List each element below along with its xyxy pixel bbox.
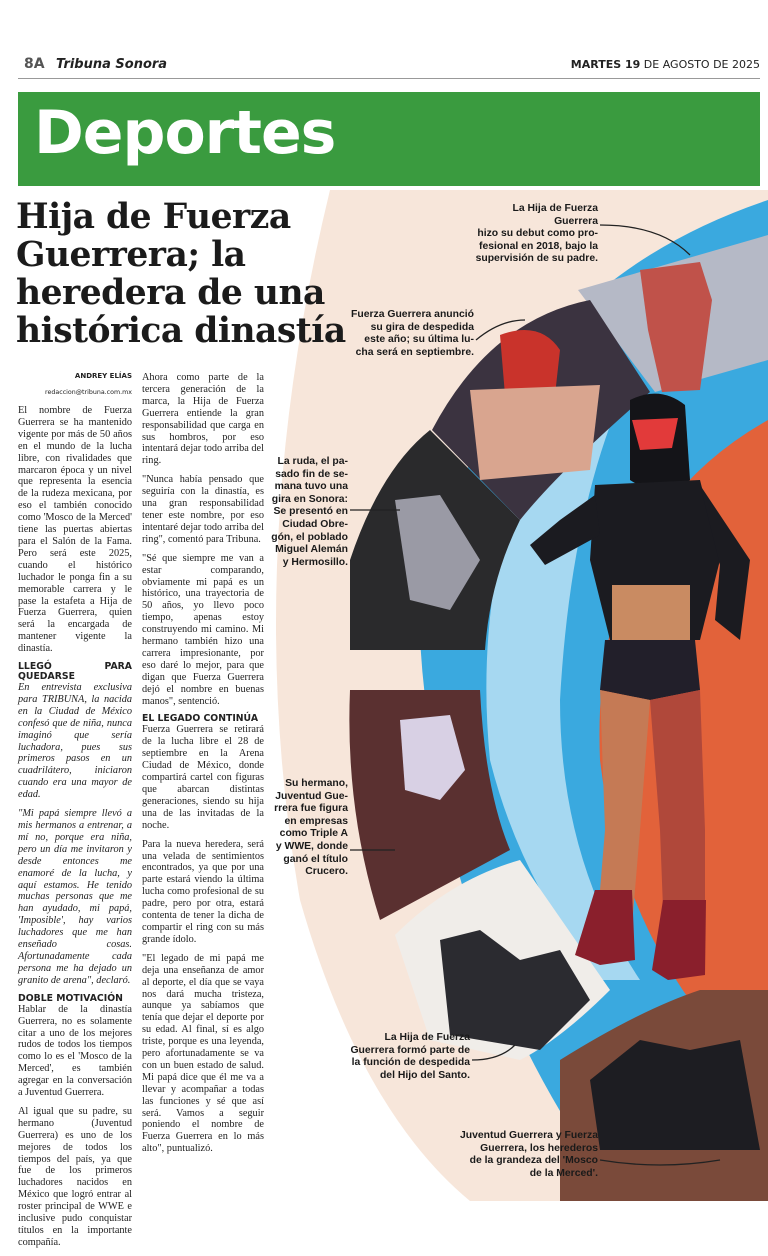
headline-line: Hija de Fuerza bbox=[16, 197, 291, 237]
date-rest: DE AGOSTO DE 2025 bbox=[643, 58, 760, 71]
paragraph: Hablar de la dinastía Guerrera, no es solamente citar a uno de los mejores rudos de todos los tiempos como lo es el 'Mosco de la Merced', es también agregar en la conversación a Juventud Guerrera. bbox=[18, 1003, 132, 1099]
caption-line: supervisión de su padre. bbox=[475, 253, 598, 265]
caption-line: Se presentó en bbox=[273, 506, 348, 518]
caption-santo bbox=[340, 1032, 470, 1082]
caption-line: gira en Sonora: bbox=[271, 493, 348, 505]
caption-line: Miguel Alemán bbox=[275, 544, 348, 556]
caption-line: y WWE, donde bbox=[275, 840, 348, 852]
caption-line: del Hijo del Santo. bbox=[379, 1069, 470, 1081]
caption-line: Guerrera, los herederos bbox=[480, 1142, 598, 1154]
header-rule bbox=[18, 78, 760, 79]
caption-line: hizo su debut como pro- bbox=[477, 228, 598, 240]
issue-date bbox=[571, 58, 760, 71]
caption-line: La Hija de Fuerza bbox=[384, 1032, 470, 1043]
caption-hermano bbox=[266, 778, 348, 879]
caption-line: y Hermosillo. bbox=[282, 556, 348, 568]
caption-line: Juventud Guerrera y Fuerza bbox=[459, 1130, 598, 1141]
caption-line: Juventud Gue- bbox=[275, 790, 348, 802]
caption-line: mana tuvo una bbox=[274, 481, 348, 493]
caption-line: de la grandeza del 'Mosco bbox=[469, 1155, 598, 1167]
caption-line: Ciudad Obre- bbox=[282, 518, 348, 530]
date-day: MARTES 19 bbox=[570, 58, 641, 71]
caption-line: La Hija de Fuerza bbox=[512, 203, 598, 214]
paragraph: "Sé que siempre me van a estar comparando, obviamente mi papá es un histórico, una trayectoria de 50 años, yo llevo poco tiempo, apenas estoy construyendo mi camino. Mi hermano también hizo una carrera impresionante, por eso daré lo mejor, para que digan que Fuerza Guerrera dejó el nombre en buenas manos", sentenció. bbox=[142, 552, 264, 707]
caption-line: gón, el poblado bbox=[271, 531, 348, 543]
caption-herederos bbox=[440, 1130, 598, 1180]
author-name: ANDREY ELÍAS bbox=[74, 372, 132, 380]
caption-line: rrera fue figura bbox=[274, 803, 348, 815]
headline-line: histórica dinastía bbox=[16, 311, 346, 351]
wrestler-trunks bbox=[600, 640, 700, 700]
caption-line: la función de despedida bbox=[351, 1057, 470, 1069]
page-number: 8A bbox=[24, 56, 45, 72]
article-headline bbox=[16, 198, 366, 350]
paragraph: En entrevista exclusiva para TRIBUNA, la nacida en la Ciudad de México confesó que de niña, nunca imaginó que sería luchadora, pues sus primeros pasos en un cuadrilátero, iniciaron cuando era una mayor de edad. bbox=[18, 682, 132, 801]
wrestler-belly bbox=[612, 585, 690, 640]
caption-line: en empresas bbox=[284, 815, 348, 827]
subheading: LLEGÓ PARA QUEDARSE bbox=[18, 661, 132, 683]
subheading: DOBLE MOTIVACIÓN bbox=[18, 992, 123, 1004]
section-title: Deportes bbox=[34, 98, 336, 168]
caption-line: Fuerza Guerrera anunció bbox=[351, 309, 474, 320]
paragraph: Para la nueva heredera, será una velada de sentimientos encontrados, ya que por una parte estará viendo la última lucha como profesional de su padre, pero por otra, estará contenta de tener la dicha de compartir el ring con su más grande ídolo. bbox=[142, 838, 264, 945]
photo-gira-body bbox=[470, 385, 600, 480]
caption-debut bbox=[440, 203, 598, 266]
section-banner bbox=[18, 92, 760, 186]
paragraph: Ahora como parte de la tercera generación de la marca, la Hija de Fuerza Guerrera entiende la gran responsabilidad que carga en sus hombros, por eso intentará dejar todo arriba del ring. bbox=[142, 372, 264, 467]
page-header bbox=[18, 56, 760, 76]
caption-line: sado fin de se- bbox=[275, 468, 348, 480]
headline-line: Guerrera; la bbox=[16, 235, 246, 275]
paragraph: Fuerza Guerrera se retirará de la lucha libre el 28 de septiembre en la Arena Ciudad de México, donde compartirá cartel con figuras que abarcan distintas generaciones, siendo su hija una de las invitadas de la noche. bbox=[142, 724, 264, 831]
caption-line: su gira de despedida bbox=[370, 321, 474, 333]
caption-line: Su hermano, bbox=[285, 778, 348, 789]
wrestler-mask-eyes bbox=[632, 418, 678, 450]
caption-line: cha será en septiembre. bbox=[355, 346, 474, 358]
paragraph: Al igual que su padre, su hermano (Juventud Guerrera) es uno de los mejores de todos los tiempos del país, ya que fue de los primeros luchadores nacidos en México que logró entrar al roster principal de WWE e inclusive pudo conquistar títulos en la importante compañía. bbox=[18, 1105, 132, 1248]
article-column-2 bbox=[142, 372, 264, 1162]
paragraph: El nombre de Fuerza Guerrera se ha mantenido vigente por más de 50 años en el mundo de la lucha libre, con rivalidades que marcaron época y un nivel que representa la esencia de la rudeza mexicana, por eso el también conocido como 'Mosco de la Merced' tiene las puertas abiertas para el Salón de la Fama. Pero será este 2025, cuando el histórico luchador le ponga fin a su memorable carrera y le pase la estafeta a Hija de Fuerza Guerrera, quien será la encargada de mantener vigente la dinastía. bbox=[18, 405, 132, 655]
caption-line: Guerrera bbox=[554, 215, 598, 227]
caption-line: fesional en 2018, bajo la bbox=[479, 240, 598, 252]
article-column-1 bbox=[18, 372, 132, 1256]
caption-line: ganó el título bbox=[283, 853, 348, 865]
author-email: redaccion@tribuna.com.mx bbox=[45, 389, 132, 396]
caption-line: Guerrera formó parte de bbox=[350, 1044, 470, 1056]
caption-gira bbox=[350, 309, 474, 359]
caption-line: como Triple A bbox=[279, 828, 348, 840]
caption-line: de la Merced'. bbox=[529, 1167, 598, 1179]
caption-sonora bbox=[266, 456, 348, 569]
paragraph: "Nunca había pensado que seguiría con la dinastía, es una gran responsabilidad tener este nombre, por eso intentaré dejar todo arriba del ring", comentó para Tribuna. bbox=[142, 474, 264, 545]
caption-line: Crucero. bbox=[305, 866, 348, 878]
headline-line: heredera de una bbox=[16, 273, 325, 313]
paragraph: "El legado de mi papá me deja una enseñanza de amor al deporte, el día que se vaya nos dará mucha tristeza, aunque ya sabíamos que tenía que dejar el deporte por su edad. Al final, sí es algo triste, porque es una leyenda, pero afortunadamente se va con un buen estado de salud. Mi papá dice que él me va a llevar y acompañar a todas las funciones y sé que así será. Vamos a seguir poniendo el nombre de Fuerza Guerrera en lo más alto", puntualizó. bbox=[142, 952, 264, 1155]
subheading: EL LEGADO CONTINÚA bbox=[142, 713, 259, 725]
caption-line: La ruda, el pa- bbox=[277, 456, 348, 467]
newspaper-name: Tribuna Sonora bbox=[56, 57, 168, 72]
caption-line: este año; su última lu- bbox=[364, 334, 474, 346]
paragraph: "Mi papá siempre llevó a mis hermanos a entrenar, a mí no, porque era niña, pero un día me invitaron y desde entonces me enamoré de la lucha, y aquí estamos. He tenido muchas personas que me han ayudado, mi papá, 'Imposible', hay varios luchadores que me han enseñado cosas. Afortunadamente cada persona me ha dejado un granito de arena", declaró. bbox=[18, 808, 132, 986]
